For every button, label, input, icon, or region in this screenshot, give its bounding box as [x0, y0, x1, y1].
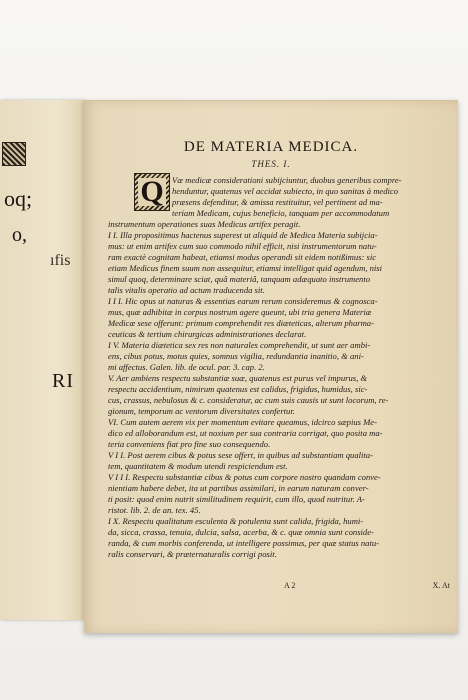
text-line: ram exactè cognitam habeat, etiamsi modus operandi sit eidem notißimus: sic: [108, 252, 377, 262]
text-line: mus: ut enim artifex cum suo commodo nihil efficit, nisi instrumentorum natu-: [108, 241, 377, 251]
text-line: mi affectus. Galen. lib. de ocul. par. 3. cap. 2.: [108, 362, 265, 372]
ornament-icon: [2, 142, 26, 166]
text-line: ralis conservari, & præternaturalis corrigi posit.: [108, 549, 277, 559]
left-page-text-4: RI: [52, 370, 74, 392]
text-line: instrumentum operationes suas Medicus artifex peragit.: [108, 219, 301, 229]
drop-cap-letter: Q: [140, 175, 164, 208]
text-line: respectu accidentium, nimirum quatenus est calidus, frigidus, humidus, sic-: [108, 384, 368, 394]
left-page-text-2: o,: [12, 224, 27, 246]
text-line: præsens defenditur, & amissa restituitur, vel pertinent ad ma-: [172, 197, 383, 207]
text-line: da, sicca, crassa, tenuia, dulcia, salsa, acerba, & c. quæ omnia sunt conside-: [108, 527, 374, 537]
document-page: [84, 100, 458, 633]
facing-page-left: [0, 100, 84, 620]
text-line: mus, quæ adhibitæ in corpus nostrum agere queunt, ubi tria genera Materiæ: [108, 307, 372, 317]
text-line: ristot. lib. 2. de an. tex. 45.: [108, 505, 201, 515]
text-line: cus, crassus, nebulosus & c. consideratur, ac cum suis causis ut sunt locorum, re-: [108, 395, 389, 405]
left-page-text-1: oq;: [4, 186, 33, 211]
text-line: henduntur, quatenus vel accidat subiecto, in quo sanitas à medico: [172, 186, 399, 196]
text-line: I V. Materia diætetica sex res non naturales comprehendit, ut sunt aer ambi-: [108, 340, 371, 350]
text-line: VI. Cum autem aerem vix per momentum evitare queamus, idcirco sæpius Me-: [108, 417, 377, 427]
text-line: Medicæ sese offerunt: primum comprehendit res diæteticas, alterum pharma-: [108, 318, 374, 328]
drop-cap-initial: [134, 173, 170, 211]
signature-mark: A 2: [284, 581, 296, 590]
text-line: V I I. Post aerem cibus & potus sese offert, in quibus ad substantiam qualita-: [108, 450, 373, 460]
text-line: I I. Illa propositimus hactenus superest ut aliquid de Medica Materia subijcia-: [108, 230, 378, 240]
text-line: I I I. Hic opus ut naturas & essentias earum rerum consideremus & cognosca-: [108, 296, 378, 306]
text-line: teriam Medicam, cujus beneficio, tanquam per accommodatum: [172, 208, 390, 218]
text-line: V I I I. Respectu substantiæ cibus & potus cum corpore nostro quandam conve-: [108, 472, 381, 482]
text-line: gionum, temporum ac ventorum diversitates confertur.: [108, 406, 295, 416]
text-line: Væ medicæ considerationi subijciuntur, duobus generibus compre-: [172, 175, 402, 185]
text-line: simul quoq, determinare sciat, quâ materiâ, tanquam adæquato instrumento: [108, 274, 371, 284]
text-line: dico ed alloborandum est, ut noxium per sua contraria corrigat, quo posita ma-: [108, 428, 383, 438]
text-line: etiam Medicus finem suum non assequitur, etiamsi intelligat quid agendum, nisi: [108, 263, 383, 273]
text-line: talis vitalis operatio ad actum traducenda sit.: [108, 285, 265, 295]
text-line: ti posit: quod enim nutrit similitudinem requirit, cum illo, quod nutritur. A-: [108, 494, 365, 504]
text-line: ens, cibus potus, motus quies, somnus vigilia, redundantia inanitio, & ani-: [108, 351, 364, 361]
text-line: tem, quantitatem & modum utendi respiciendum est.: [108, 461, 288, 471]
catchword: X. At: [432, 581, 450, 590]
text-line: ceuticas & tertium chirurgicas administrationes declarat.: [108, 329, 307, 339]
page-title: DE MATERIA MEDICA.: [183, 139, 359, 155]
text-line: teria conveniens fiat pro fine suo consequendo.: [108, 439, 271, 449]
text-line: nientiam habere debet, ita ut partibus assimilari, in earum naturam conver-: [108, 483, 369, 493]
thesis-heading: THES. I.: [251, 159, 291, 169]
text-line: V. Aer ambiens respectu substantiæ suæ, quatenus est purus vel impurus, &: [108, 373, 368, 383]
text-line: I X. Respectu qualitatum esculenta & potulenta sunt calida, frigida, humi-: [108, 516, 364, 526]
text-line: randa, & cum morbis conferenda, ut intelligere possimus, per quæ status natu-: [108, 538, 380, 548]
left-page-text-3: ıfis: [50, 252, 71, 269]
